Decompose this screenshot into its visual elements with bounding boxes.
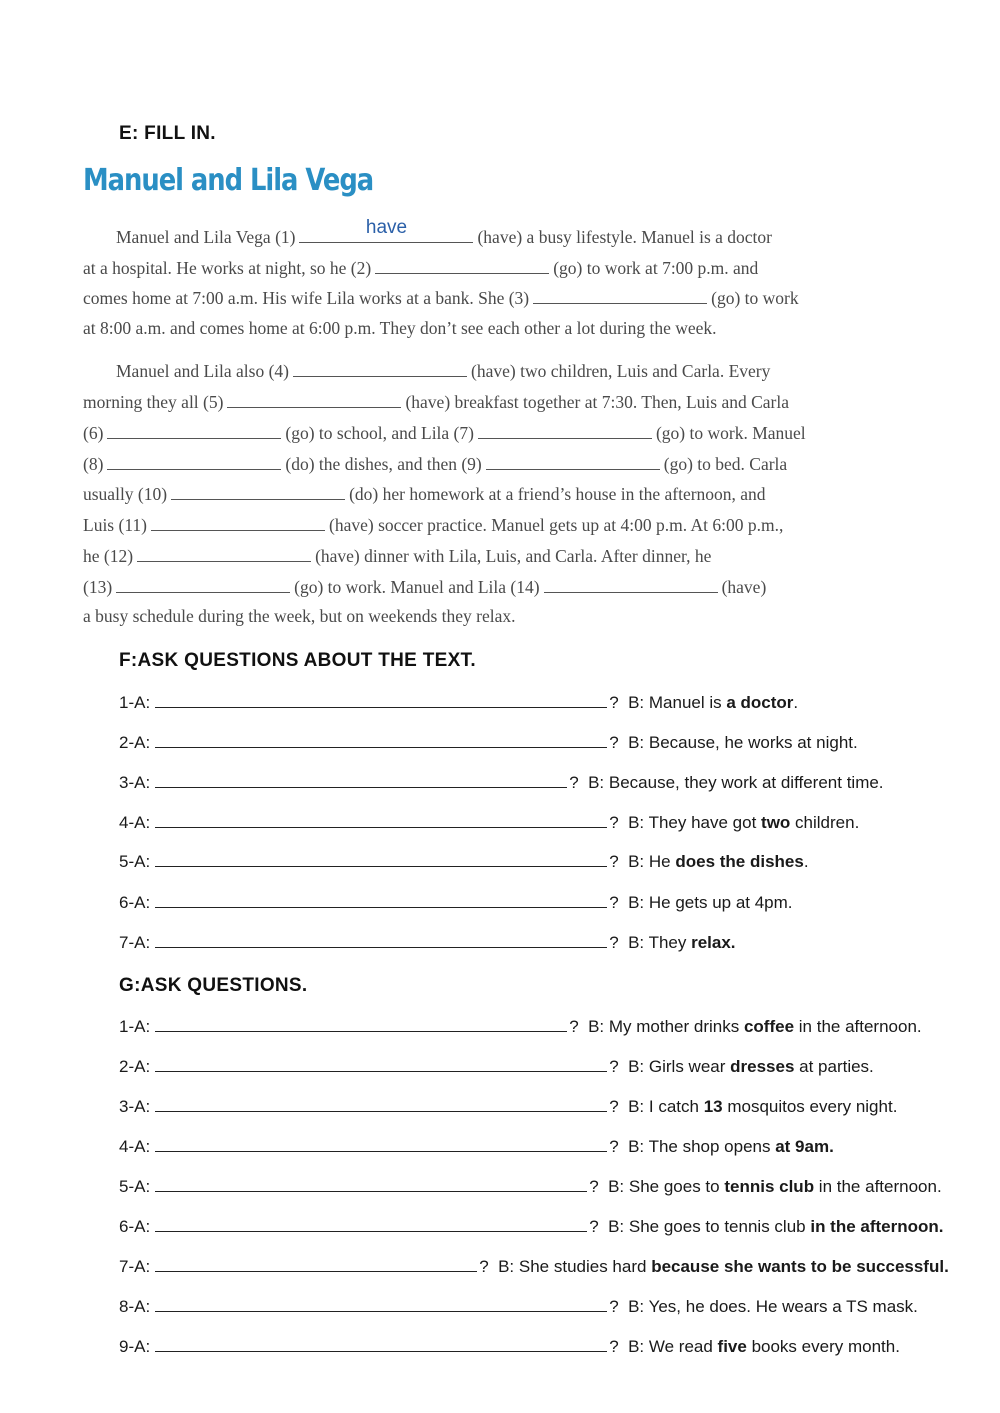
response-bold-text: relax.: [691, 933, 736, 952]
response-text: B: She goes to tennis club: [608, 1217, 811, 1236]
response-text-end: children.: [790, 813, 860, 832]
blank-13[interactable]: [116, 574, 290, 593]
question-mark: ?: [609, 933, 629, 952]
question-label: 5-A:: [119, 852, 151, 871]
passage-line-12: (13) (go) to work. Manuel and Lila (14) (have): [83, 574, 766, 598]
question-label: 6-A:: [119, 893, 151, 912]
answer-line[interactable]: [155, 1016, 567, 1032]
f-question-3: [119, 772, 884, 794]
question-label: 1-A:: [119, 1017, 151, 1036]
answer-line[interactable]: [155, 1216, 587, 1232]
question-label: 4-A:: [119, 1137, 151, 1156]
passage-line-10: Luis (11) (have) soccer practice. Manuel gets up at 4:00 p.m. At 6:00 p.m.,: [83, 512, 783, 536]
response-text-end: mosquitos every night.: [722, 1097, 898, 1116]
response-bold-text: tennis club: [724, 1177, 815, 1196]
blank-1[interactable]: [299, 217, 473, 243]
blank-5[interactable]: [227, 389, 401, 408]
blank-2[interactable]: [375, 255, 549, 274]
response-bold-text: a doctor: [726, 693, 794, 712]
question-label: 2-A:: [119, 1057, 151, 1076]
response-text: B: She goes to: [608, 1177, 725, 1196]
passage-line-6: morning they all (5) (have) breakfast together at 7:30. Then, Luis and Carla: [83, 389, 789, 413]
response-bold-text: two: [761, 813, 791, 832]
answer-line[interactable]: [155, 692, 607, 708]
answer-line[interactable]: [155, 892, 607, 908]
blank-6[interactable]: [107, 420, 281, 439]
response-text: B: The shop opens: [628, 1137, 776, 1156]
response-bold-text: at 9am.: [775, 1137, 834, 1156]
blank-11[interactable]: [151, 512, 325, 531]
question-label: 9-A:: [119, 1337, 151, 1356]
passage-line-8: (8) (do) the dishes, and then (9) (go) to bed. Carla: [83, 451, 787, 475]
question-label: 8-A:: [119, 1297, 151, 1316]
question-label: 3-A:: [119, 1097, 151, 1116]
question-mark: ?: [569, 773, 589, 792]
answer-line[interactable]: [155, 932, 607, 948]
answer-line[interactable]: [155, 812, 607, 828]
question-label: 1-A:: [119, 693, 151, 712]
section-e-heading: E: FILL IN.: [119, 123, 216, 144]
answer-line[interactable]: [155, 851, 607, 867]
answer-1: have: [365, 217, 408, 238]
question-mark: ?: [479, 1257, 499, 1276]
response-text: B: They: [628, 933, 692, 952]
g-question-9: [119, 1336, 900, 1358]
question-mark: ?: [609, 1137, 629, 1156]
response-text-end: .: [793, 693, 799, 712]
question-label: 7-A:: [119, 1257, 151, 1276]
response-text-end: .: [803, 852, 809, 871]
passage-line-7: (6) (go) to school, and Lila (7) (go) to work. Manuel: [83, 420, 806, 444]
blank-14[interactable]: [544, 574, 718, 593]
f-question-2: [119, 732, 858, 754]
blank-8[interactable]: [107, 451, 281, 470]
answer-line[interactable]: [155, 1136, 607, 1152]
question-mark: ?: [569, 1017, 589, 1036]
g-question-2: [119, 1056, 874, 1078]
question-mark: ?: [609, 1097, 629, 1116]
passage-line-5: Manuel and Lila also (4) (have) two children, Luis and Carla. Every: [116, 358, 770, 382]
answer-line[interactable]: [155, 1296, 607, 1312]
section-f-heading: F:ASK QUESTIONS ABOUT THE TEXT.: [119, 650, 476, 671]
g-question-8: [119, 1296, 918, 1318]
blank-7[interactable]: [478, 420, 652, 439]
response-text: B: My mother drinks: [588, 1017, 744, 1036]
passage-line-13: a busy schedule during the week, but on weekends they relax.: [83, 606, 516, 626]
passage-title: Manuel and Lila Vega: [83, 163, 374, 198]
response-text: B: They have got: [628, 813, 762, 832]
response-text-end: books every month.: [746, 1337, 900, 1356]
response-text: B: I catch: [628, 1097, 704, 1116]
g-question-3: [119, 1096, 897, 1118]
response-text: B: Because, they work at different time.: [588, 773, 884, 792]
question-mark: ?: [589, 1177, 609, 1196]
response-bold-text: does the dishes: [675, 852, 804, 871]
passage-line-1: Manuel and Lila Vega (1) have (have) a busy lifestyle. Manuel is a doctor: [116, 217, 772, 247]
g-question-7: [119, 1256, 949, 1278]
response-text: B: He gets up at 4pm.: [628, 893, 793, 912]
answer-line[interactable]: [155, 732, 607, 748]
response-text: B: She studies hard: [498, 1257, 652, 1276]
response-text: B: We read: [628, 1337, 718, 1356]
passage-line-4: at 8:00 a.m. and comes home at 6:00 p.m. They don’t see each other a lot during the week.: [83, 318, 717, 338]
response-bold-text: dresses: [730, 1057, 795, 1076]
question-mark: ?: [609, 1337, 629, 1356]
answer-line[interactable]: [155, 772, 567, 788]
blank-12[interactable]: [137, 543, 311, 562]
f-question-7: [119, 932, 736, 954]
passage-line-11: he (12) (have) dinner with Lila, Luis, and Carla. After dinner, he: [83, 543, 711, 567]
response-text-end: in the afternoon.: [794, 1017, 922, 1036]
question-mark: ?: [609, 1057, 629, 1076]
f-question-6: [119, 892, 793, 914]
g-question-4: [119, 1136, 834, 1158]
question-mark: ?: [609, 813, 629, 832]
question-mark: ?: [609, 733, 629, 752]
response-text-end: in the afternoon.: [814, 1177, 942, 1196]
question-mark: ?: [609, 693, 629, 712]
response-text: B: Yes, he does. He wears a TS mask.: [628, 1297, 918, 1316]
question-label: 6-A:: [119, 1217, 151, 1236]
passage-line-9: usually (10) (do) her homework at a friend’s house in the afternoon, and: [83, 481, 766, 505]
blank-3[interactable]: [533, 285, 707, 304]
answer-line[interactable]: [155, 1056, 607, 1072]
question-label: 3-A:: [119, 773, 151, 792]
response-bold-text: because she wants to be successful.: [651, 1257, 949, 1276]
blank-10[interactable]: [171, 481, 345, 500]
question-label: 7-A:: [119, 933, 151, 952]
passage-line-2: at a hospital. He works at night, so he (2) (go) to work at 7:00 p.m. and: [83, 255, 758, 279]
g-question-5: [119, 1176, 942, 1198]
section-g-heading: G:ASK QUESTIONS.: [119, 975, 308, 996]
response-bold-text: five: [717, 1337, 747, 1356]
answer-line[interactable]: [155, 1096, 607, 1112]
question-mark: ?: [609, 893, 629, 912]
response-text-end: at parties.: [794, 1057, 874, 1076]
g-question-1: [119, 1016, 922, 1038]
response-text: B: Manuel is: [628, 693, 727, 712]
blank-4[interactable]: [293, 358, 467, 377]
f-question-1: [119, 692, 798, 714]
response-bold-text: 13: [703, 1097, 723, 1116]
response-text: B: He: [628, 852, 676, 871]
response-bold-text: coffee: [743, 1017, 795, 1036]
blank-9[interactable]: [486, 451, 660, 470]
question-mark: ?: [609, 1297, 629, 1316]
question-label: 2-A:: [119, 733, 151, 752]
question-mark: ?: [609, 852, 629, 871]
answer-line[interactable]: [155, 1336, 607, 1352]
passage-line-3: comes home at 7:00 a.m. His wife Lila works at a bank. She (3) (go) to work: [83, 285, 799, 309]
question-label: 5-A:: [119, 1177, 151, 1196]
answer-line[interactable]: [155, 1176, 587, 1192]
f-question-4: [119, 812, 859, 834]
question-label: 4-A:: [119, 813, 151, 832]
response-bold-text: in the afternoon.: [810, 1217, 944, 1236]
g-question-6: [119, 1216, 944, 1238]
response-text: B: Because, he works at night.: [628, 733, 858, 752]
response-text: B: Girls wear: [628, 1057, 731, 1076]
answer-line[interactable]: [155, 1256, 477, 1272]
question-mark: ?: [589, 1217, 609, 1236]
f-question-5: [119, 851, 809, 873]
